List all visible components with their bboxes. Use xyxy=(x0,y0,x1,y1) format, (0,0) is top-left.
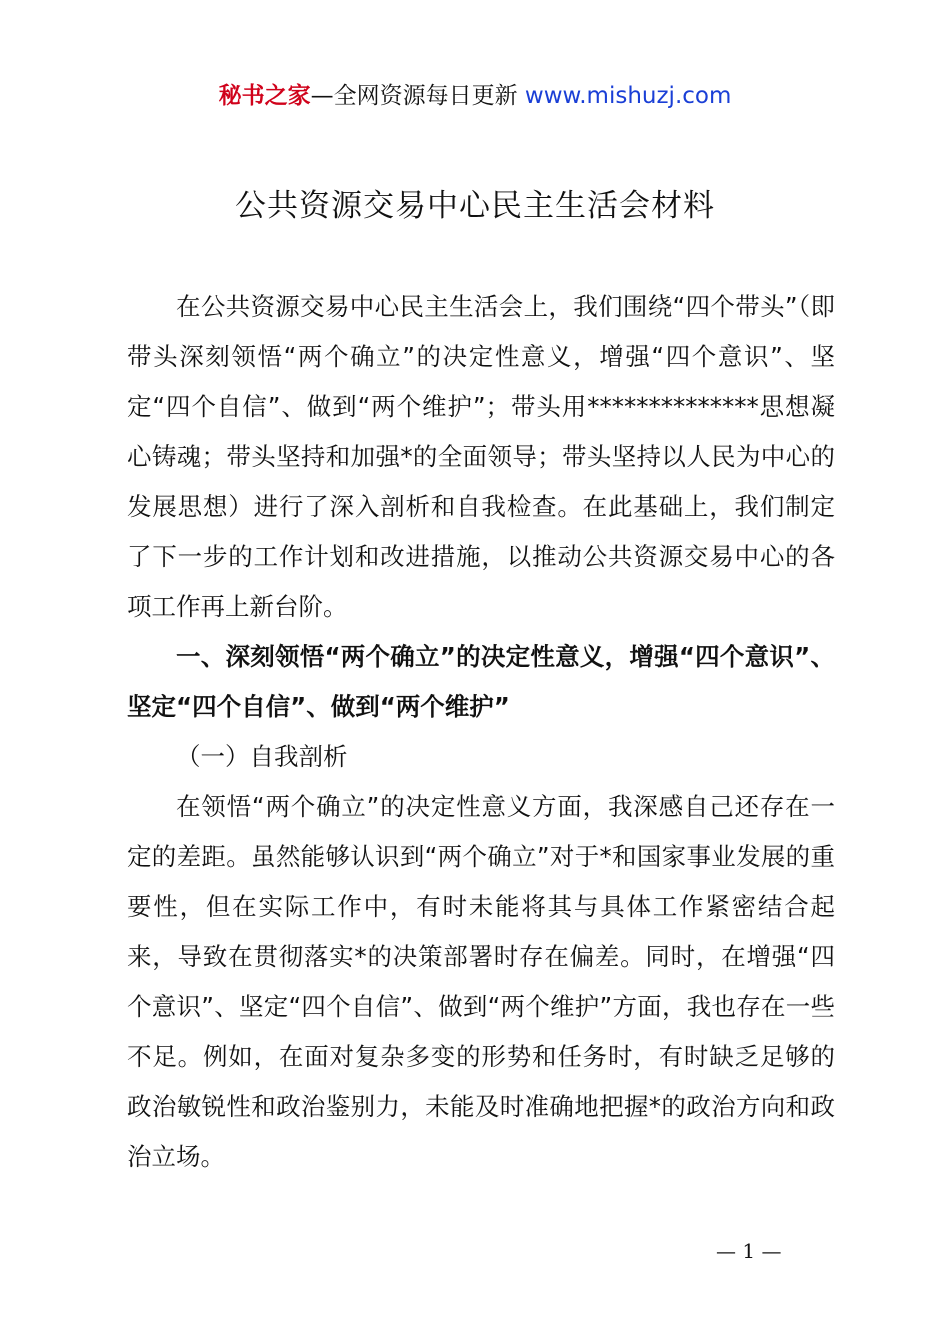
page-number: — 1 — xyxy=(716,1239,782,1263)
document-title: 公共资源交易中心民主生活会材料 xyxy=(235,188,715,224)
site-brand[interactable]: 秘书之家 xyxy=(218,83,311,109)
document-body xyxy=(127,282,835,1182)
subsection-heading-1: （一）自我剖析 xyxy=(176,742,348,771)
site-tagline: —全网资源每日更新 xyxy=(310,83,518,109)
self-analysis-paragraph: 在领悟“两个确立”的决定性意义方面，我深感自己还存在一定的差距。虽然能够认识到“两个确立”对于*和国家事业发展的重要性，但在实际工作中，有时未能将其与具体工作紧密结合起来，导致在贯彻落实*的决策部署时存在偏差。同时，在增强“四个意识”、坚定“四个自信”、做到“两个维护”方面，我也存在一些不足。例如，在面对复杂多变的形势和任务时，有时缺乏足够的政治敏锐性和政治鉴别力，未能及时准确地把握*的政治方向和政治立场。 xyxy=(127,792,835,1171)
intro-paragraph: 在公共资源交易中心民主生活会上，我们围绕“四个带头”（即带头深刻领悟“两个确立”的决定性意义，增强“四个意识”、坚定“四个自信”、做到“两个维护”；带头用**************思想凝心铸魂；带头坚持和加强*的全面领导；带头坚持以人民为中心的发展思想）进行了深入剖析和自我检查。在此基础上，我们制定了下一步的工作计划和改进措施，以推动公共资源交易中心的各项工作再上新台阶。 xyxy=(127,292,835,621)
site-url-link[interactable]: www.mishuzj.com xyxy=(524,83,732,109)
section-heading-1: 一、深刻领悟“两个确立”的决定性意义，增强“四个意识”、坚定“四个自信”、做到“两个维护” xyxy=(127,642,835,721)
site-header xyxy=(0,78,950,114)
